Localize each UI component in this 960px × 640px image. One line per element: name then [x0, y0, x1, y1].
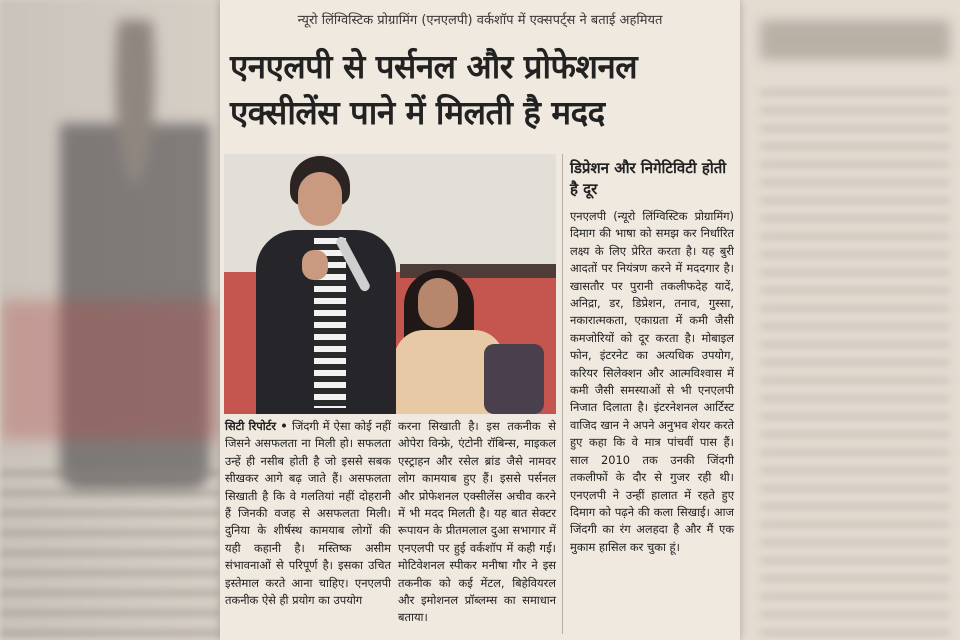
event-photo: [224, 154, 556, 414]
blurred-text-lines: [0, 470, 220, 640]
article-column-3: [570, 208, 734, 556]
blurred-background-right: [740, 0, 960, 640]
kicker-line: न्यूरो लिंग्विस्टिक प्रोग्रामिंग (एनएलपी) वर्कशॉप में एक्सपर्ट्स ने बताई अहमियत: [297, 13, 663, 28]
blurred-heading-shape: [760, 20, 950, 60]
column-2-text: करना सिखाती है। इस तकनीक से ओपेरा विन्फ्रे, एंटोनी रॉबिन्स, माइकल एस्ट्राहन और रसेल ब्रांड जैसे नामवर लोग कामयाब हुए हैं। इससे पर्सनल और प्रोफेशनल एक्सीलेंस अचीव करने में भी मदद मिलती है। यह बात सेक्टर रूपायन के प्रीतमलाल दुआ सभागार में एनएलपी पर हुई वर्कशॉप में कही गई। मोटिवेशनल स्पीकर मनीषा गौर ने इस तकनीक को कई मेंटल, बिहेवियरल और इमोशनल प्रॉब्लम्स का समाधान बताया।: [398, 419, 556, 625]
reporter-byline: सिटी रिपोर्टर •: [225, 419, 292, 433]
blurred-background-left: [0, 0, 220, 640]
seated-woman-face: [418, 278, 458, 328]
headline: [230, 44, 730, 136]
blurred-red-area: [0, 300, 220, 440]
sidebar-heading: डिप्रेशन और निगेटिविटी होती है दूर: [570, 159, 727, 198]
speaker-hand: [302, 250, 328, 280]
article-column-1: [225, 418, 391, 609]
headline-line-2: एक्सीलेंस पाने में मिलती है मदद: [230, 93, 605, 132]
column-1-text: जिंदगी में ऐसा कोई नहीं जिसने असफलता ना मिली हो। सफलता उन्हें ही नसीब होती है जो इससे सबक सीखकर आगे बढ़ जाते हैं। असफलता सिखाती है कि वे गलतियां नहीं दोहरानी हैं जिनकी वजह से असफलता मिली। दुनिया के शीर्षस्थ कामयाब लोगों की यही कहानी है। मस्तिष्क असीम संभावनाओं से परिपूर्ण है। इसका उचित इस्तेमाल करते आना चाहिए। एनएलपी तकनीक ऐसे ही प्रयोग का उपयोग: [225, 419, 391, 608]
headline-line-1: एनएलपी से पर्सनल और प्रोफेशनल: [230, 47, 638, 86]
article-column-2: [398, 418, 556, 627]
column-3-text: एनएलपी (न्यूरो लिंग्विस्टिक प्रोग्रामिंग) दिमाग की भाषा को समझ कर निर्धारित लक्ष्य के लिए प्रेरित करता है। यह बुरी आदतों पर नियंत्रण करने में मददगार है। खासतौर पर पुरानी तकलीफदेह यादें, अनिद्रा, डर, डिप्रेशन, तनाव, गुस्सा, नकारात्मकता, एकाग्रता में कमी जैसी कमजोरियों को दूर करता है। मोबाइल फोन, इंटरनेट का अत्यधिक उपयोग, करियर सिलेक्शन और आत्मविश्वास में कमी जैसी समस्याओं से भी एनएलपी निजात दिलाता है। इंटरनेशनल आर्टिस्ट वाजिद खान ने अपने अनुभव शेयर करते हुए कहा कि वे मात्र पांचवीं पास हैं। साल 2010 तक उनकी जिंदगी तकलीफों के दौर से गुजर रही थी। एनएलपी ने उन्हीं हालात में रहते हुए दिमाग को पढ़ने की कला सिखाई। आज जिंदगी का रंग अलहदा है और मैं एक मुकाम हासिल कर चुका हूं।: [570, 209, 734, 554]
blurred-text-lines: [760, 90, 950, 640]
speaker-face: [298, 172, 342, 226]
newspaper-clipping: [220, 0, 740, 640]
chair: [484, 344, 544, 414]
column-divider: [562, 154, 563, 634]
